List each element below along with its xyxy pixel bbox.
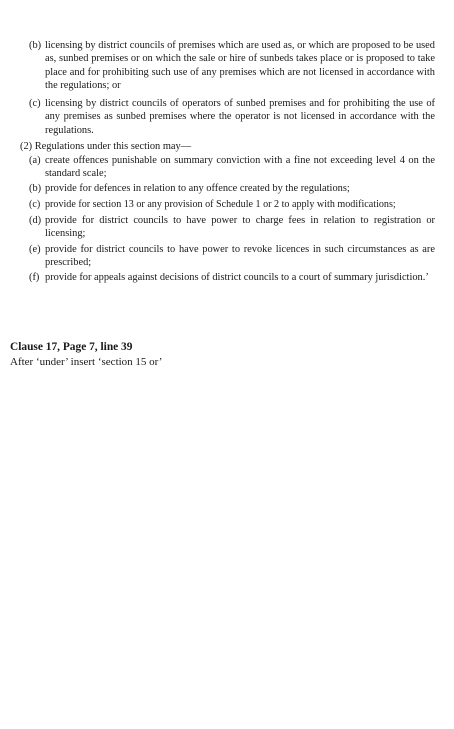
paragraph-marker: (b)	[29, 40, 42, 51]
subsection-2-item-d	[29, 214, 435, 241]
paragraph-marker: (c)	[29, 98, 41, 109]
item-text: create offences punishable on summary conviction with a fine not exceeding level 4 on the standard scale;	[45, 155, 435, 180]
item-text: provide for section 13 or any provision of Schedule 1 or 2 to apply with modifications;	[45, 199, 396, 210]
subsection-2-item-e	[29, 243, 435, 270]
amendment-instruction: After ‘under’ insert ‘section 15 or’	[10, 356, 163, 368]
paragraph-c-licensing-operators	[29, 97, 435, 137]
item-text: provide for district councils to have power to revoke licences in such circumstances as are prescribed;	[45, 244, 435, 269]
item-marker: (b)	[29, 183, 42, 194]
subsection-2-item-a	[29, 154, 435, 181]
item-text: provide for district councils to have power to charge fees in relation to registration or licensing;	[45, 215, 435, 240]
amendment-heading: Clause 17, Page 7, line 39	[10, 341, 133, 353]
subsection-2-lead: (2) Regulations under this section may—	[20, 141, 192, 152]
subsection-2-item-f	[29, 271, 435, 284]
subsection-2-item-b	[29, 182, 435, 195]
subsection-2-item-c	[29, 198, 435, 211]
item-marker: (c)	[29, 199, 41, 210]
paragraph-text: licensing by district councils of premises which are used as, or which are proposed to be used as, sunbed premises or on which the sale or hire of sunbeds takes place or is proposed to take place and for prohibiting such use of any premises which are not licensed in accordance with the regulations; or	[45, 40, 435, 92]
item-text: provide for defences in relation to any offence created by the regulations;	[45, 183, 350, 194]
paragraph-b-licensing-premises	[29, 39, 435, 93]
item-marker: (a)	[29, 155, 41, 166]
item-marker: (e)	[29, 244, 41, 255]
item-marker: (f)	[29, 272, 40, 283]
item-text: provide for appeals against decisions of district councils to a court of summary jurisdiction.’	[45, 272, 429, 283]
item-marker: (d)	[29, 215, 42, 226]
paragraph-text: licensing by district councils of operators of sunbed premises and for prohibiting the use of any premises as sunbed premises where the operator is not licensed in accordance with the regulations.	[45, 98, 435, 136]
